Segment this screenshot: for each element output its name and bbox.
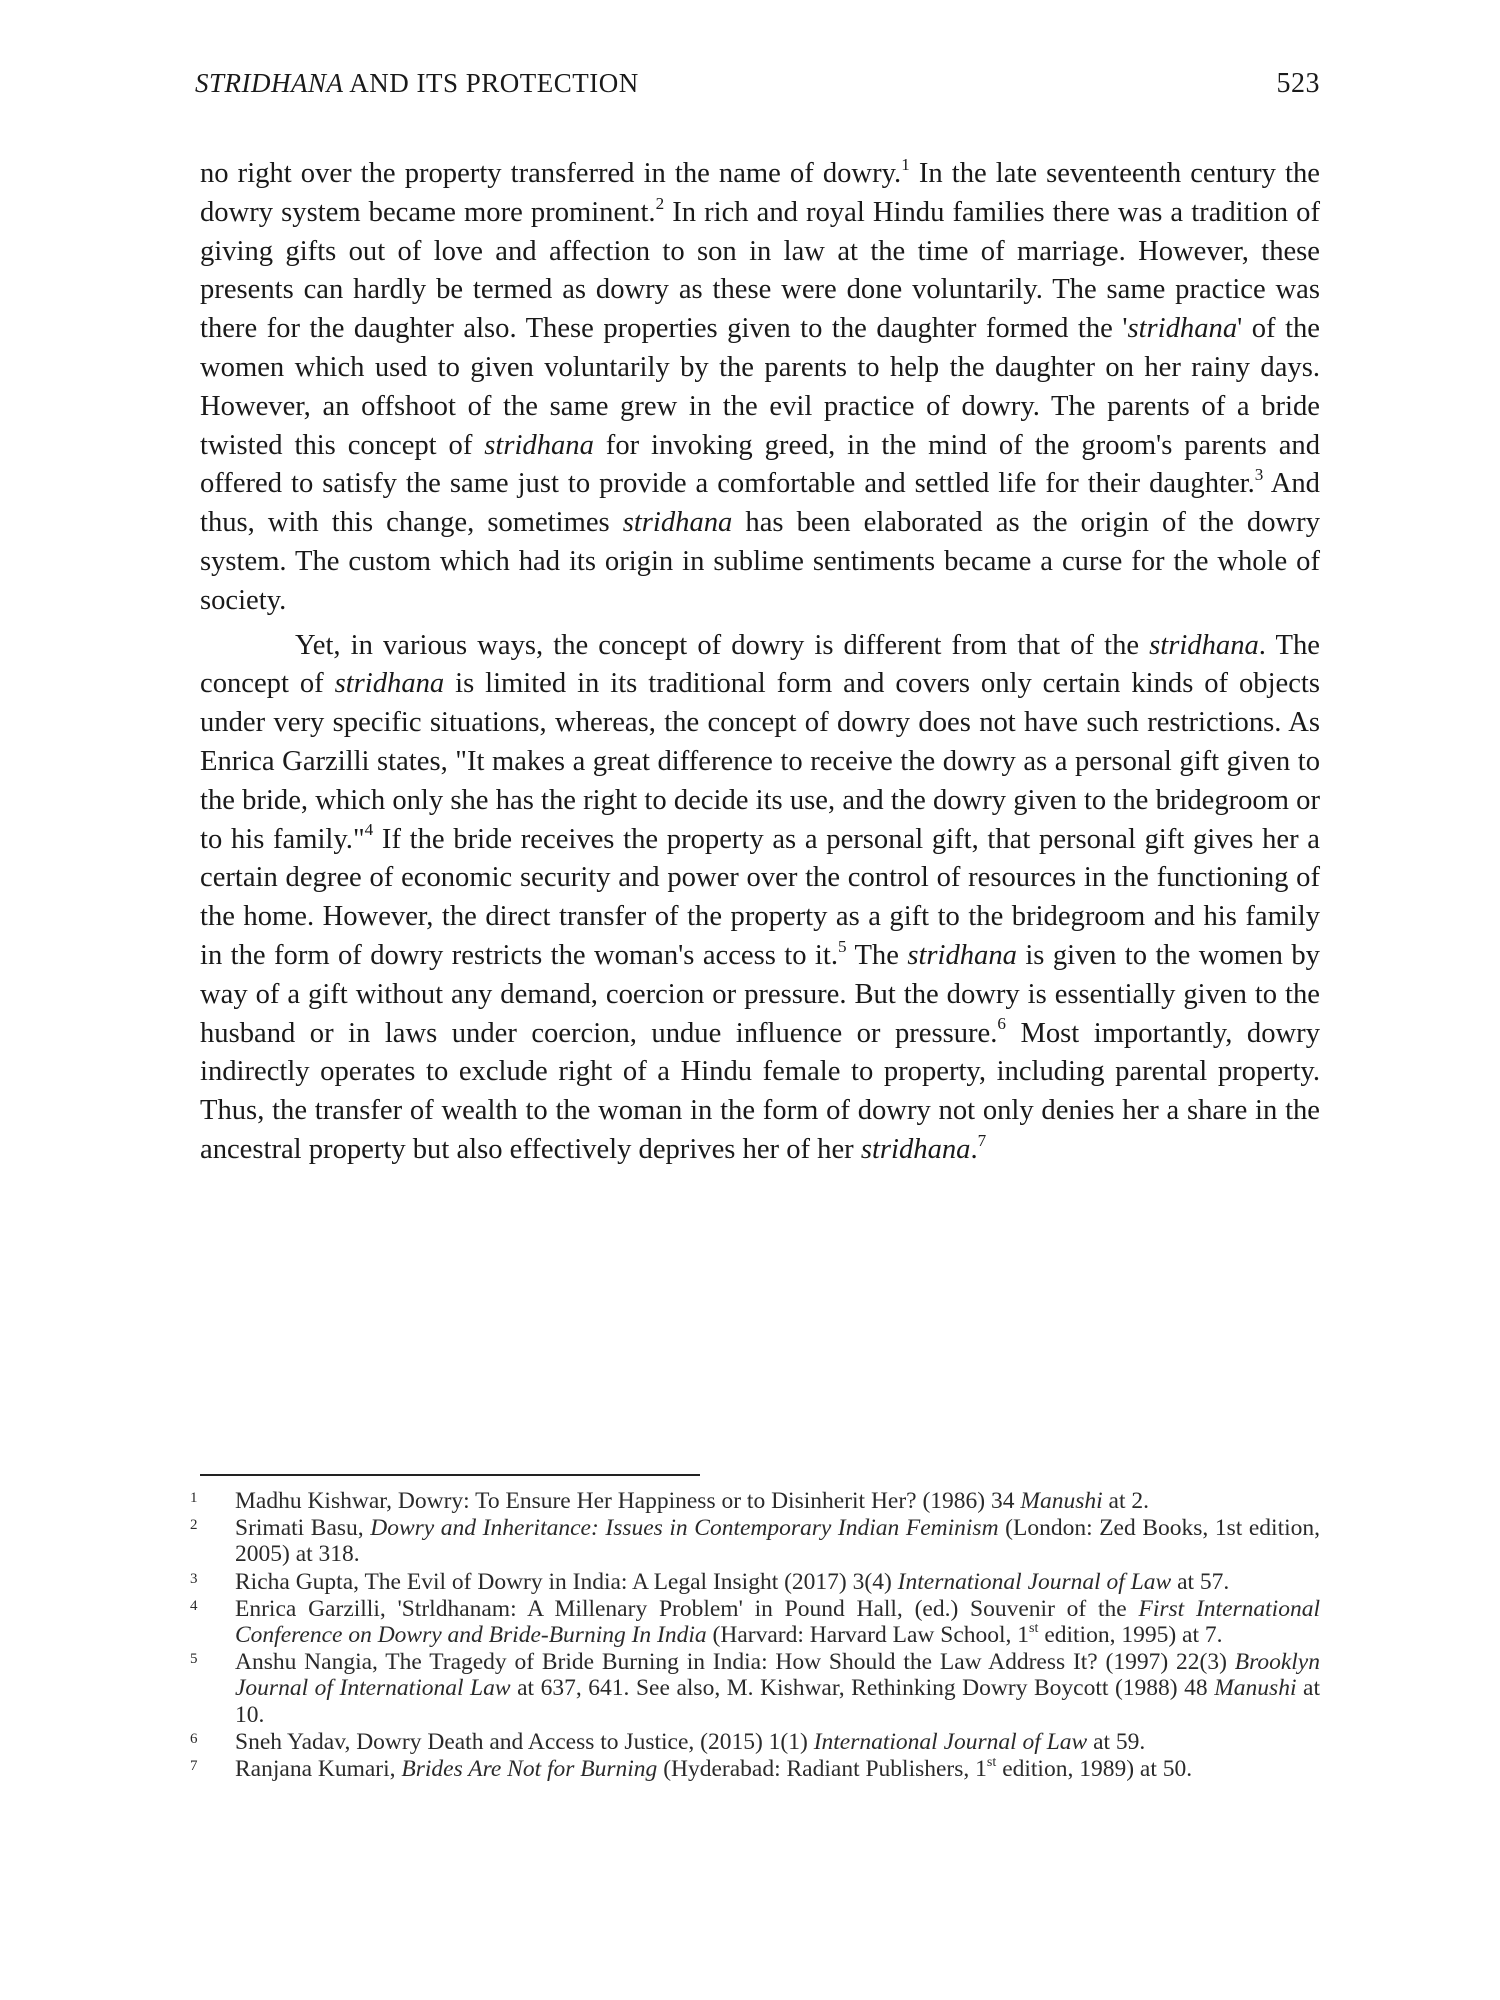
text-run: ' of the women which used to given voluntarily by the parents to help the daughter on her rainy days. However, an offshoot of the same grew in the evil practice of dowry. The parents of a bride twisted this concept of [200, 313, 1321, 461]
italic-text: Dowry and Inheritance: Issues in Contemporary Indian Feminism [370, 1515, 999, 1542]
italic-text: International Journal of Law [897, 1568, 1172, 1595]
text-run: Yet, in various ways, the concept of dowry is different from that of the [295, 629, 1150, 661]
italic-text: International Journal of Law [813, 1728, 1088, 1755]
footnote-ref: 1 [901, 154, 910, 174]
footnote [190, 1515, 1320, 1567]
paragraph [200, 155, 1320, 621]
footnote-text [235, 1729, 1320, 1755]
italic-text: stridhana [907, 939, 1017, 971]
text-run: at 10. [235, 1675, 1320, 1728]
text-run: Anshu Nangia, The Tragedy of Bride Burning in India: How Should the Law Address It? (1997) 22(3) [235, 1649, 1235, 1676]
text-run: The [846, 939, 908, 971]
footnote-ref: st [1029, 1619, 1039, 1636]
text-run: (Harvard: Harvard Law School, 1 [706, 1622, 1030, 1649]
text-run: Sneh Yadav, Dowry Death and Access to Justice, (2015) 1(1) [235, 1728, 814, 1755]
text-run: Enrica Garzilli, 'Strldhanam: A Millenary Problem' in Pound Hall, (ed.) Souvenir of the [235, 1595, 1139, 1622]
footnote [190, 1488, 1320, 1514]
footnote [190, 1753, 1320, 1783]
footnote-text [235, 1569, 1320, 1595]
paragraph [200, 627, 1320, 1170]
footnote-ref: 5 [837, 936, 847, 956]
text-run: In the late seventeenth century the dowry system became more prominent. [200, 158, 1320, 228]
footnote-number: 7 [190, 1758, 198, 1775]
text-run: (London: Zed Books, 1st edition, 2005) at 318. [235, 1515, 1320, 1568]
text-run: edition, 1989) at 50. [996, 1756, 1193, 1783]
italic-text: stridhana [1149, 629, 1259, 661]
footnote-number: 3 [190, 1570, 198, 1587]
text-run: . [970, 1133, 978, 1165]
text-run: Ranjana Kumari, [235, 1756, 402, 1783]
footnote-ref: 4 [364, 820, 374, 840]
footnotes [190, 1488, 1320, 1783]
running-title-italic: STRIDHANA [195, 68, 344, 98]
text-run: at 57. [1171, 1568, 1230, 1595]
footnote [190, 1729, 1320, 1755]
body-text [200, 155, 1320, 1170]
text-run: (Hyderabad: Radiant Publishers, 1 [657, 1756, 987, 1783]
footnote-ref: 2 [655, 193, 665, 213]
footnote-ref: 3 [1254, 465, 1264, 485]
footnote-ref: 7 [977, 1130, 987, 1150]
footnote [190, 1569, 1320, 1595]
text-run: Srimati Basu, [235, 1515, 371, 1542]
italic-text: Brides Are Not for Burning [401, 1756, 658, 1783]
page-number: 523 [1276, 68, 1320, 99]
text-run: at 59. [1087, 1728, 1146, 1755]
text-run: If the bride receives the property as a personal gift, that personal gift gives her a certain degree of economic security and power over the control of resources in the functioning of the home. However, the direct transfer of the property as a gift to the bridegroom and his family in the form of dowry restricts the woman's access to it. [200, 823, 1320, 971]
italic-text: First International Conference on Dowry and Bride-Burning In India [235, 1595, 1320, 1649]
text-run: at 2. [1102, 1488, 1149, 1514]
footnote-text [235, 1515, 1320, 1567]
footnote-number: 4 [190, 1597, 198, 1614]
text-run: has been elaborated as the origin of the dowry system. The custom which had its origin in sublime sentiments became a curse for the whole of society. [200, 507, 1320, 616]
italic-text: stridhana [622, 507, 733, 539]
footnote [190, 1649, 1320, 1728]
text-run: at 637, 641. See also, M. Kishwar, Rethinking Dowry Boycott (1988) 48 [510, 1675, 1215, 1702]
footnote-text [235, 1596, 1320, 1648]
italic-text: Brooklyn Journal of International Law [235, 1649, 1320, 1702]
italic-text: Manushi [1214, 1675, 1297, 1702]
footnote-text [235, 1649, 1320, 1728]
text-run: is given to the women by way of a gift without any demand, coercion or pressure. But the dowry is essentially given to the husband or in laws under coercion, undue influence or pressure. [200, 939, 1320, 1049]
italic-text: stridhana [334, 668, 445, 700]
footnote-number: 1 [190, 1490, 198, 1506]
footnote-ref: st [986, 1753, 997, 1770]
italic-text: stridhana [860, 1133, 971, 1165]
italic-text: stridhana [1127, 313, 1238, 345]
footnote-number: 5 [190, 1651, 198, 1668]
text-run: Most importantly, dowry indirectly operates to exclude right of a Hindu female to property, including parental property. Thus, the transfer of wealth to the woman in the form of dowry not only denies her a share in the ancestral property but also effectively deprives her of her [200, 1017, 1320, 1165]
italic-text: stridhana [484, 429, 594, 461]
footnote-text [235, 1753, 1320, 1783]
text-run: no right over the property transferred in the name of dowry. [200, 158, 902, 189]
text-run: for invoking greed, in the mind of the groom's parents and offered to satisfy the same just to provide a comfortable and settled life for their daughter. [200, 429, 1320, 500]
running-header [195, 68, 1320, 108]
text-run: . The concept of [200, 629, 1320, 700]
text-run: And thus, with this change, sometimes [200, 468, 1320, 539]
footnote [190, 1596, 1320, 1648]
footnote-divider [200, 1474, 700, 1476]
footnote-number: 2 [190, 1517, 198, 1534]
running-title [195, 68, 639, 99]
footnote-ref: 6 [997, 1014, 1006, 1034]
text-run: is limited in its traditional form and covers only certain kinds of objects under very specific situations, whereas, the concept of dowry does not have such restrictions. As Enrica Garzilli states, "It makes a great difference to receive the dowry as a personal gift given to the bride, which only she has the right to decide its use, and the dowry given to the bridegroom or to his family." [200, 668, 1321, 855]
running-title-rest: AND ITS PROTECTION [343, 68, 639, 98]
text-run: In rich and royal Hindu families there was a tradition of giving gifts out of love and affection to son in law at the time of marriage. However, these presents can hardly be termed as dowry as these were done voluntarily. The same practice was there for the daughter also. These properties given to the daughter formed the ' [200, 196, 1320, 345]
footnote-number: 6 [190, 1730, 198, 1747]
italic-text: Manushi [1020, 1488, 1103, 1514]
text-run: Richa Gupta, The Evil of Dowry in India: A Legal Insight (2017) 3(4) [235, 1568, 898, 1595]
text-run: edition, 1995) at 7. [1038, 1622, 1223, 1649]
footnote-text [235, 1488, 1320, 1514]
text-run: Madhu Kishwar, Dowry: To Ensure Her Happiness or to Disinherit Her? (1986) 34 [235, 1488, 1021, 1514]
